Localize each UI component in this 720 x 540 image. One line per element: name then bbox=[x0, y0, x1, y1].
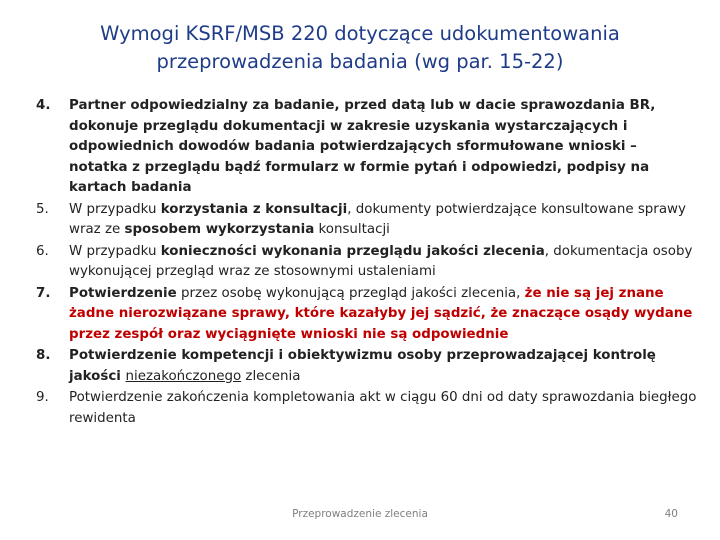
item-text-bold: konieczności wykonania przeglądu jakości zlecenia bbox=[160, 243, 545, 259]
list-item-6 bbox=[28, 242, 698, 283]
list-item-4 bbox=[28, 96, 698, 199]
item-number: 4. bbox=[36, 98, 51, 113]
item-number: 6. bbox=[36, 243, 49, 259]
item-text: W przypadku bbox=[69, 201, 161, 217]
item-text-bold: Potwierdzenie bbox=[69, 285, 177, 301]
item-text: zlecenia bbox=[241, 368, 301, 384]
list-item-5 bbox=[28, 200, 698, 241]
slide-title bbox=[60, 20, 660, 76]
item-text: konsultacji bbox=[314, 222, 390, 237]
footer-title: Przeprowadzenie zlecenia bbox=[292, 508, 428, 520]
list-item-7 bbox=[28, 284, 698, 346]
item-text: Potwierdzenie zakończenia kompletowania akt w ciągu 60 dni od daty sprawozdania biegłego rewidenta bbox=[69, 390, 697, 426]
item-number: 8. bbox=[36, 348, 51, 363]
list-item-8 bbox=[28, 346, 698, 387]
page-number: 40 bbox=[664, 508, 678, 520]
item-text-highlight: że nie są jej znane żadne nierozwiązane sprawy, które kazałyby jej sądzić, że znaczące osądy wydane przez zespół oraz wyciągnięte wnioski nie są odpowiednie bbox=[69, 285, 693, 342]
item-text: W przypadku bbox=[69, 243, 161, 259]
item-text-bold: sposobem wykorzystania bbox=[124, 222, 315, 237]
item-text-bold: Potwierdzenie kompetencji i obiektywizmu osoby przeprowadzającej kontrolę jakości bbox=[69, 348, 656, 384]
list-item-9 bbox=[28, 388, 698, 429]
item-text: , dokumenty potwierdzające konsultowane sprawy wraz ze bbox=[69, 201, 686, 237]
slide-title-line-1: Wymogi KSRF/MSB 220 dotyczące udokumentowania bbox=[100, 22, 620, 45]
slide-title-line-2: przeprowadzenia badania (wg par. 15-22) bbox=[156, 50, 564, 73]
item-text: , dokumentacja osoby wykonującej przegląd wraz ze stosownymi ustaleniami bbox=[69, 243, 693, 279]
item-text: przez osobę wykonującą przegląd jakości zlecenia, bbox=[176, 285, 525, 301]
item-number: 7. bbox=[36, 285, 51, 301]
item-text-bold: korzystania z konsultacji bbox=[160, 201, 348, 217]
item-number: 5. bbox=[36, 201, 49, 217]
item-number: 9. bbox=[36, 390, 49, 405]
item-text-underlined: niezakończonego bbox=[125, 368, 242, 384]
item-text: Partner odpowiedzialny za badanie, przed datą lub w dacie sprawozdania BR, dokonuje przeglądu dokumentacji w zakresie uzyskania wystarczających i odpowiednich dowodów badania potwierdzających sformułowane wnioski – notatka z przeglądu bądź formularz w formie pytań i odpowiedzi, podpisy na kartach badania bbox=[69, 98, 656, 195]
requirements-list bbox=[28, 96, 698, 430]
